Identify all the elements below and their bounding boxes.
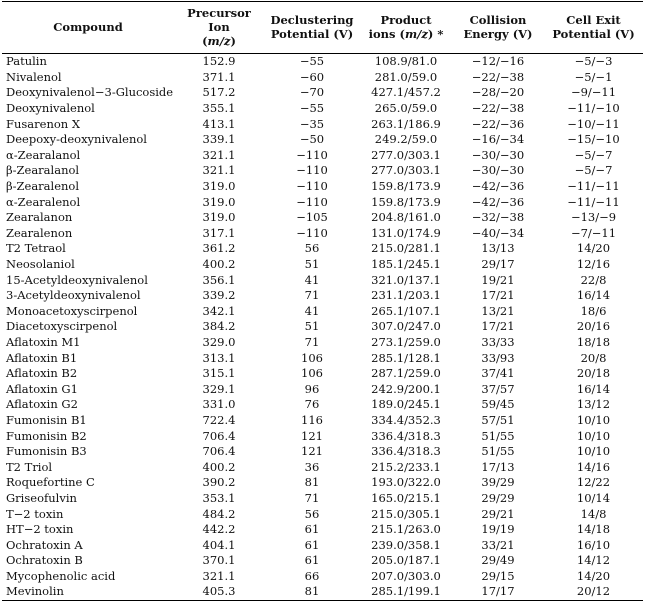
collision-energy-cell: 19/19 bbox=[481, 522, 515, 537]
declustering-potential-cell: −110 bbox=[296, 163, 328, 178]
cell-exit-potential-cell: −5/−3 bbox=[574, 54, 613, 69]
table-row bbox=[2, 506, 643, 522]
table-row bbox=[2, 70, 643, 86]
collision-energy-cell: 13/13 bbox=[481, 241, 515, 256]
product-ions-cell: 265.1/107.1 bbox=[371, 303, 441, 318]
compound-cell: T2 Tetraol bbox=[6, 241, 66, 256]
precursor-ion-cell: 319.0 bbox=[202, 179, 236, 194]
product-ions-cell: 334.4/352.3 bbox=[371, 412, 441, 427]
compound-cell: β-Zearalenol bbox=[6, 179, 80, 194]
collision-energy-cell: −42/−36 bbox=[471, 194, 525, 209]
collision-energy-cell: 17/21 bbox=[481, 319, 515, 334]
table-row bbox=[2, 241, 643, 257]
compound-cell: Deepoxy-deoxynivalenol bbox=[6, 132, 147, 147]
product-ions-cell: 287.1/259.0 bbox=[371, 366, 441, 381]
table-row bbox=[2, 101, 643, 117]
product-ions-cell: 131.0/174.9 bbox=[371, 225, 441, 240]
declustering-potential-cell: 76 bbox=[304, 397, 320, 412]
compound-cell: α-Zearalenol bbox=[6, 194, 81, 209]
table-row bbox=[2, 413, 643, 429]
cell-exit-potential-cell: 18/6 bbox=[580, 303, 607, 318]
table-row bbox=[2, 350, 643, 366]
table-row bbox=[2, 85, 643, 101]
table-row bbox=[2, 148, 643, 164]
compound-cell: Fusarenon X bbox=[6, 116, 81, 131]
compound-cell: Deoxynivalenol bbox=[6, 101, 95, 116]
cell-exit-potential-cell: 16/10 bbox=[576, 537, 611, 552]
collision-energy-cell: 37/41 bbox=[481, 366, 515, 381]
collision-energy-cell: 29/15 bbox=[481, 568, 515, 583]
product-ions-cell: 159.8/173.9 bbox=[371, 194, 441, 209]
compound-cell: α-Zearalanol bbox=[6, 147, 81, 162]
cell-exit-potential-cell: 14/18 bbox=[576, 522, 611, 537]
declustering-potential-cell: 56 bbox=[304, 241, 320, 256]
table-row bbox=[2, 257, 643, 273]
precursor-ion-cell: 706.4 bbox=[202, 444, 236, 459]
product-ions-cell: 336.4/318.3 bbox=[371, 444, 441, 459]
collision-energy-cell: −22/−38 bbox=[471, 101, 525, 116]
product-ions-cell: 336.4/318.3 bbox=[371, 428, 441, 443]
collision-energy-cell: 39/29 bbox=[481, 475, 515, 490]
cell-exit-potential-cell: 12/16 bbox=[576, 257, 611, 272]
product-ions-cell: 265.0/59.0 bbox=[374, 101, 438, 116]
precursor-ion-cell: 413.1 bbox=[202, 116, 236, 131]
precursor-ion-cell: 342.1 bbox=[202, 303, 236, 318]
precursor-ion-cell: 313.1 bbox=[202, 350, 236, 365]
collision-energy-cell: 57/51 bbox=[481, 412, 515, 427]
table-row bbox=[2, 210, 643, 226]
cell-exit-potential-cell: 22/8 bbox=[580, 272, 607, 287]
declustering-potential-cell: 66 bbox=[304, 568, 320, 583]
table-row bbox=[2, 491, 643, 507]
declustering-potential-cell: 56 bbox=[304, 506, 320, 521]
precursor-ion-cell: 400.2 bbox=[202, 257, 236, 272]
declustering-potential-cell: 71 bbox=[304, 490, 320, 505]
collision-energy-cell: −22/−36 bbox=[471, 116, 525, 131]
cell-exit-potential-cell: 14/12 bbox=[576, 553, 611, 568]
declustering-potential-cell: 121 bbox=[301, 444, 323, 459]
table-row bbox=[2, 366, 643, 382]
cell-exit-potential-cell: 10/10 bbox=[576, 428, 611, 443]
collision-energy-cell: −40/−34 bbox=[471, 225, 525, 240]
product-ions-cell: 231.1/203.1 bbox=[371, 288, 441, 303]
collision-energy-cell: −22/−38 bbox=[471, 69, 525, 84]
collision-energy-cell: 29/29 bbox=[481, 490, 515, 505]
compound-cell: Roquefortine C bbox=[6, 475, 95, 490]
cell-exit-potential-cell: 20/16 bbox=[576, 319, 611, 334]
compound-cell: Neosolaniol bbox=[6, 257, 75, 272]
table-row bbox=[2, 537, 643, 553]
precursor-ion-cell: 517.2 bbox=[202, 85, 236, 100]
compound-cell: Aflatoxin B1 bbox=[6, 350, 78, 365]
mycotoxin-mrm-table bbox=[2, 1, 643, 601]
compound-cell: Patulin bbox=[6, 54, 47, 69]
declustering-potential-cell: −60 bbox=[299, 69, 325, 84]
table-row bbox=[2, 272, 643, 288]
precursor-ion-cell: 321.1 bbox=[202, 147, 236, 162]
collision-energy-cell: 29/49 bbox=[481, 553, 515, 568]
table-row bbox=[2, 116, 643, 132]
product-ions-cell: 207.0/303.0 bbox=[371, 568, 441, 583]
cell-exit-potential-cell: 18/18 bbox=[576, 334, 611, 349]
declustering-potential-cell: 96 bbox=[304, 381, 320, 396]
precursor-ion-cell: 329.0 bbox=[202, 334, 236, 349]
cell-exit-potential-cell: −7/−11 bbox=[570, 225, 617, 240]
table-row bbox=[2, 553, 643, 569]
compound-cell: Mevinolin bbox=[2, 584, 174, 600]
declustering-potential-cell: 71 bbox=[304, 288, 320, 303]
cell-exit-potential-cell: −13/−9 bbox=[570, 210, 617, 225]
precursor-ion-cell: 317.1 bbox=[202, 225, 236, 240]
declustering-potential-cell: −50 bbox=[299, 132, 325, 147]
precursor-ion-cell: 353.1 bbox=[202, 490, 236, 505]
compound-cell: β-Zearalanol bbox=[6, 163, 80, 178]
table-row bbox=[2, 163, 643, 179]
precursor-ion-cell: 484.2 bbox=[202, 506, 236, 521]
collision-energy-cell: −16/−34 bbox=[471, 132, 525, 147]
cell-exit-potential-cell: 16/14 bbox=[576, 381, 611, 396]
table-row bbox=[2, 428, 643, 444]
table-row bbox=[2, 475, 643, 491]
precursor-ion-cell: 355.1 bbox=[202, 101, 236, 116]
cell-exit-potential-cell: 20/18 bbox=[576, 366, 611, 381]
precursor-ion-cell: 319.0 bbox=[202, 194, 236, 209]
product-ions-cell: 205.0/187.1 bbox=[371, 553, 441, 568]
table-row bbox=[2, 444, 643, 460]
cell-exit-potential-cell: 20/8 bbox=[580, 350, 607, 365]
table-row bbox=[2, 179, 643, 195]
compound-cell: Fumonisin B1 bbox=[6, 412, 87, 427]
product-ions-cell: 215.2/233.1 bbox=[371, 459, 441, 474]
precursor-ion-cell: 405.3 bbox=[174, 584, 264, 600]
collision-energy-cell: −12/−16 bbox=[471, 54, 525, 69]
cell-exit-potential-cell: −5/−7 bbox=[574, 147, 613, 162]
compound-cell: Aflatoxin B2 bbox=[6, 366, 78, 381]
declustering-potential-cell: −110 bbox=[296, 225, 328, 240]
precursor-ion-cell: 339.1 bbox=[202, 132, 236, 147]
precursor-ion-cell: 356.1 bbox=[202, 272, 236, 287]
declustering-potential-cell: 106 bbox=[301, 366, 323, 381]
collision-energy-cell: −32/−38 bbox=[471, 210, 525, 225]
compound-cell: HT−2 toxin bbox=[6, 522, 74, 537]
product-ions-cell: 273.1/259.0 bbox=[371, 334, 441, 349]
precursor-ion-cell: 370.1 bbox=[202, 553, 236, 568]
header-compound: Compound bbox=[2, 2, 174, 54]
product-ions-cell: 281.0/59.0 bbox=[374, 69, 438, 84]
cell-exit-potential-cell: 14/20 bbox=[576, 568, 611, 583]
compound-cell: Diacetoxyscirpenol bbox=[6, 319, 118, 334]
collision-energy-cell: −30/−30 bbox=[471, 163, 525, 178]
compound-cell: Deoxynivalenol−3-Glucoside bbox=[6, 85, 174, 100]
compound-cell: Mycophenolic acid bbox=[6, 568, 116, 583]
declustering-potential-cell: −55 bbox=[299, 101, 325, 116]
declustering-potential-cell: 116 bbox=[301, 412, 323, 427]
cell-exit-potential-cell: 16/14 bbox=[576, 288, 611, 303]
product-ions-cell: 242.9/200.1 bbox=[371, 381, 441, 396]
collision-energy-cell: 33/93 bbox=[481, 350, 515, 365]
product-ions-cell: 159.8/173.9 bbox=[371, 179, 441, 194]
table-row bbox=[2, 522, 643, 538]
header-precursor-ion: Precursor Ion (m/z) bbox=[174, 2, 264, 54]
product-ions-cell: 185.1/245.1 bbox=[371, 257, 441, 272]
compound-cell: Fumonisin B2 bbox=[6, 428, 87, 443]
header-product-ions: Product ions (m/z) * bbox=[360, 2, 452, 54]
collision-energy-cell: 51/55 bbox=[481, 444, 515, 459]
precursor-ion-cell: 339.2 bbox=[202, 288, 236, 303]
declustering-potential-cell: 121 bbox=[301, 428, 323, 443]
cell-exit-potential-cell: 10/14 bbox=[576, 490, 611, 505]
product-ions-cell: 215.1/263.0 bbox=[371, 522, 441, 537]
collision-energy-cell: 17/13 bbox=[481, 459, 515, 474]
declustering-potential-cell: −110 bbox=[296, 147, 328, 162]
table-row bbox=[2, 381, 643, 397]
compound-cell: Griseofulvin bbox=[6, 490, 77, 505]
cell-exit-potential-cell: 14/8 bbox=[580, 506, 607, 521]
collision-energy-cell: −30/−30 bbox=[471, 147, 525, 162]
collision-energy-cell: 33/21 bbox=[481, 537, 515, 552]
table-row bbox=[2, 459, 643, 475]
precursor-ion-cell: 329.1 bbox=[202, 381, 236, 396]
collision-energy-cell: −42/−36 bbox=[471, 179, 525, 194]
declustering-potential-cell: −35 bbox=[299, 116, 325, 131]
declustering-potential-cell: 106 bbox=[301, 350, 323, 365]
cell-exit-potential-cell: 10/10 bbox=[576, 444, 611, 459]
compound-cell: Aflatoxin G1 bbox=[6, 381, 78, 396]
compound-cell: Ochratoxin A bbox=[6, 537, 83, 552]
product-ions-cell: 277.0/303.1 bbox=[371, 163, 441, 178]
compound-cell: T2 Triol bbox=[6, 459, 53, 474]
table-row bbox=[2, 335, 643, 351]
table-row bbox=[2, 132, 643, 148]
declustering-potential-cell: 81 bbox=[264, 584, 360, 600]
cell-exit-potential-cell: −5/−7 bbox=[574, 163, 613, 178]
declustering-potential-cell: −110 bbox=[296, 194, 328, 209]
precursor-ion-cell: 404.1 bbox=[202, 537, 236, 552]
table-row bbox=[2, 569, 643, 585]
declustering-potential-cell: 51 bbox=[304, 257, 320, 272]
compound-cell: 3-Acetyldeoxynivalenol bbox=[6, 288, 141, 303]
precursor-ion-cell: 321.1 bbox=[202, 163, 236, 178]
declustering-potential-cell: 51 bbox=[304, 319, 320, 334]
compound-cell: 15-Acetyldeoxynivalenol bbox=[6, 272, 148, 287]
precursor-ion-cell: 371.1 bbox=[202, 69, 236, 84]
product-ions-cell: 239.0/358.1 bbox=[371, 537, 441, 552]
collision-energy-cell: 29/17 bbox=[481, 257, 515, 272]
collision-energy-cell: 59/45 bbox=[481, 397, 515, 412]
cell-exit-potential-cell: −11/−11 bbox=[567, 194, 620, 209]
product-ions-cell: 285.1/199.1 bbox=[360, 584, 452, 600]
collision-energy-cell: 17/17 bbox=[452, 584, 544, 600]
cell-exit-potential-cell: −15/−10 bbox=[567, 132, 620, 147]
product-ions-cell: 285.1/128.1 bbox=[371, 350, 441, 365]
table-row bbox=[2, 304, 643, 320]
collision-energy-cell: 13/21 bbox=[481, 303, 515, 318]
header-cell-exit-potential: Cell Exit Potential (V) bbox=[544, 2, 643, 54]
compound-cell: Aflatoxin G2 bbox=[6, 397, 78, 412]
precursor-ion-cell: 706.4 bbox=[202, 428, 236, 443]
cell-exit-potential-cell: 20/12 bbox=[544, 584, 643, 600]
compound-cell: Fumonisin B3 bbox=[6, 444, 87, 459]
precursor-ion-cell: 384.2 bbox=[202, 319, 236, 334]
declustering-potential-cell: −110 bbox=[296, 179, 328, 194]
collision-energy-cell: −28/−20 bbox=[471, 85, 525, 100]
product-ions-cell: 263.1/186.9 bbox=[371, 116, 441, 131]
table-header bbox=[2, 2, 643, 54]
declustering-potential-cell: 36 bbox=[304, 459, 320, 474]
precursor-ion-cell: 442.2 bbox=[202, 522, 236, 537]
declustering-potential-cell: 81 bbox=[304, 475, 320, 490]
declustering-potential-cell: 61 bbox=[304, 537, 320, 552]
product-ions-cell: 215.0/281.1 bbox=[371, 241, 441, 256]
precursor-ion-cell: 319.0 bbox=[202, 210, 236, 225]
declustering-potential-cell: 61 bbox=[304, 553, 320, 568]
collision-energy-cell: 29/21 bbox=[481, 506, 515, 521]
precursor-ion-cell: 152.9 bbox=[202, 54, 236, 69]
table-row bbox=[2, 397, 643, 413]
collision-energy-cell: 19/21 bbox=[481, 272, 515, 287]
precursor-ion-cell: 315.1 bbox=[202, 366, 236, 381]
precursor-ion-cell: 400.2 bbox=[202, 459, 236, 474]
compound-cell: Zearalanon bbox=[6, 210, 73, 225]
table-row bbox=[2, 226, 643, 242]
cell-exit-potential-cell: −10/−11 bbox=[567, 116, 620, 131]
compound-cell: T−2 toxin bbox=[6, 506, 64, 521]
precursor-ion-cell: 390.2 bbox=[202, 475, 236, 490]
compound-cell: Nivalenol bbox=[6, 69, 62, 84]
header-row bbox=[2, 2, 643, 54]
product-ions-cell: 193.0/322.0 bbox=[371, 475, 441, 490]
table-row bbox=[2, 194, 643, 210]
table-row bbox=[2, 319, 643, 335]
table-row bbox=[2, 288, 643, 304]
product-ions-cell: 307.0/247.0 bbox=[371, 319, 441, 334]
product-ions-cell: 108.9/81.0 bbox=[374, 54, 438, 69]
cell-exit-potential-cell: 14/20 bbox=[576, 241, 611, 256]
product-ions-cell: 189.0/245.1 bbox=[371, 397, 441, 412]
compound-cell: Monoacetoxyscirpenol bbox=[6, 303, 138, 318]
product-ions-cell: 165.0/215.1 bbox=[371, 490, 441, 505]
cell-exit-potential-cell: −11/−10 bbox=[567, 101, 620, 116]
product-ions-cell: 215.0/305.1 bbox=[371, 506, 441, 521]
cell-exit-potential-cell: −9/−11 bbox=[570, 85, 617, 100]
declustering-potential-cell: −55 bbox=[299, 54, 325, 69]
collision-energy-cell: 17/21 bbox=[481, 288, 515, 303]
table-body bbox=[2, 54, 643, 601]
declustering-potential-cell: 41 bbox=[304, 272, 320, 287]
collision-energy-cell: 51/55 bbox=[481, 428, 515, 443]
product-ions-cell: 277.0/303.1 bbox=[371, 147, 441, 162]
cell-exit-potential-cell: −5/−1 bbox=[574, 69, 613, 84]
declustering-potential-cell: −70 bbox=[299, 85, 325, 100]
product-ions-cell: 427.1/457.2 bbox=[371, 85, 441, 100]
collision-energy-cell: 37/57 bbox=[481, 381, 515, 396]
collision-energy-cell: 33/33 bbox=[481, 334, 515, 349]
declustering-potential-cell: −105 bbox=[296, 210, 328, 225]
header-declustering-potential: Declustering Potential (V) bbox=[264, 2, 360, 54]
declustering-potential-cell: 61 bbox=[304, 522, 320, 537]
compound-cell: Zearalenon bbox=[6, 225, 73, 240]
product-ions-cell: 321.0/137.1 bbox=[371, 272, 441, 287]
precursor-ion-cell: 331.0 bbox=[202, 397, 236, 412]
cell-exit-potential-cell: −11/−11 bbox=[567, 179, 620, 194]
cell-exit-potential-cell: 13/12 bbox=[576, 397, 611, 412]
cell-exit-potential-cell: 12/22 bbox=[576, 475, 611, 490]
precursor-ion-cell: 321.1 bbox=[202, 568, 236, 583]
compound-cell: Aflatoxin M1 bbox=[6, 334, 81, 349]
cell-exit-potential-cell: 10/10 bbox=[576, 412, 611, 427]
precursor-ion-cell: 722.4 bbox=[202, 412, 236, 427]
declustering-potential-cell: 71 bbox=[304, 334, 320, 349]
declustering-potential-cell: 41 bbox=[304, 303, 320, 318]
header-collision-energy: Collision Energy (V) bbox=[452, 2, 544, 54]
cell-exit-potential-cell: 14/16 bbox=[576, 459, 611, 474]
table-row bbox=[2, 54, 643, 70]
product-ions-cell: 204.8/161.0 bbox=[371, 210, 441, 225]
product-ions-cell: 249.2/59.0 bbox=[374, 132, 438, 147]
precursor-ion-cell: 361.2 bbox=[202, 241, 236, 256]
compound-cell: Ochratoxin B bbox=[6, 553, 83, 568]
